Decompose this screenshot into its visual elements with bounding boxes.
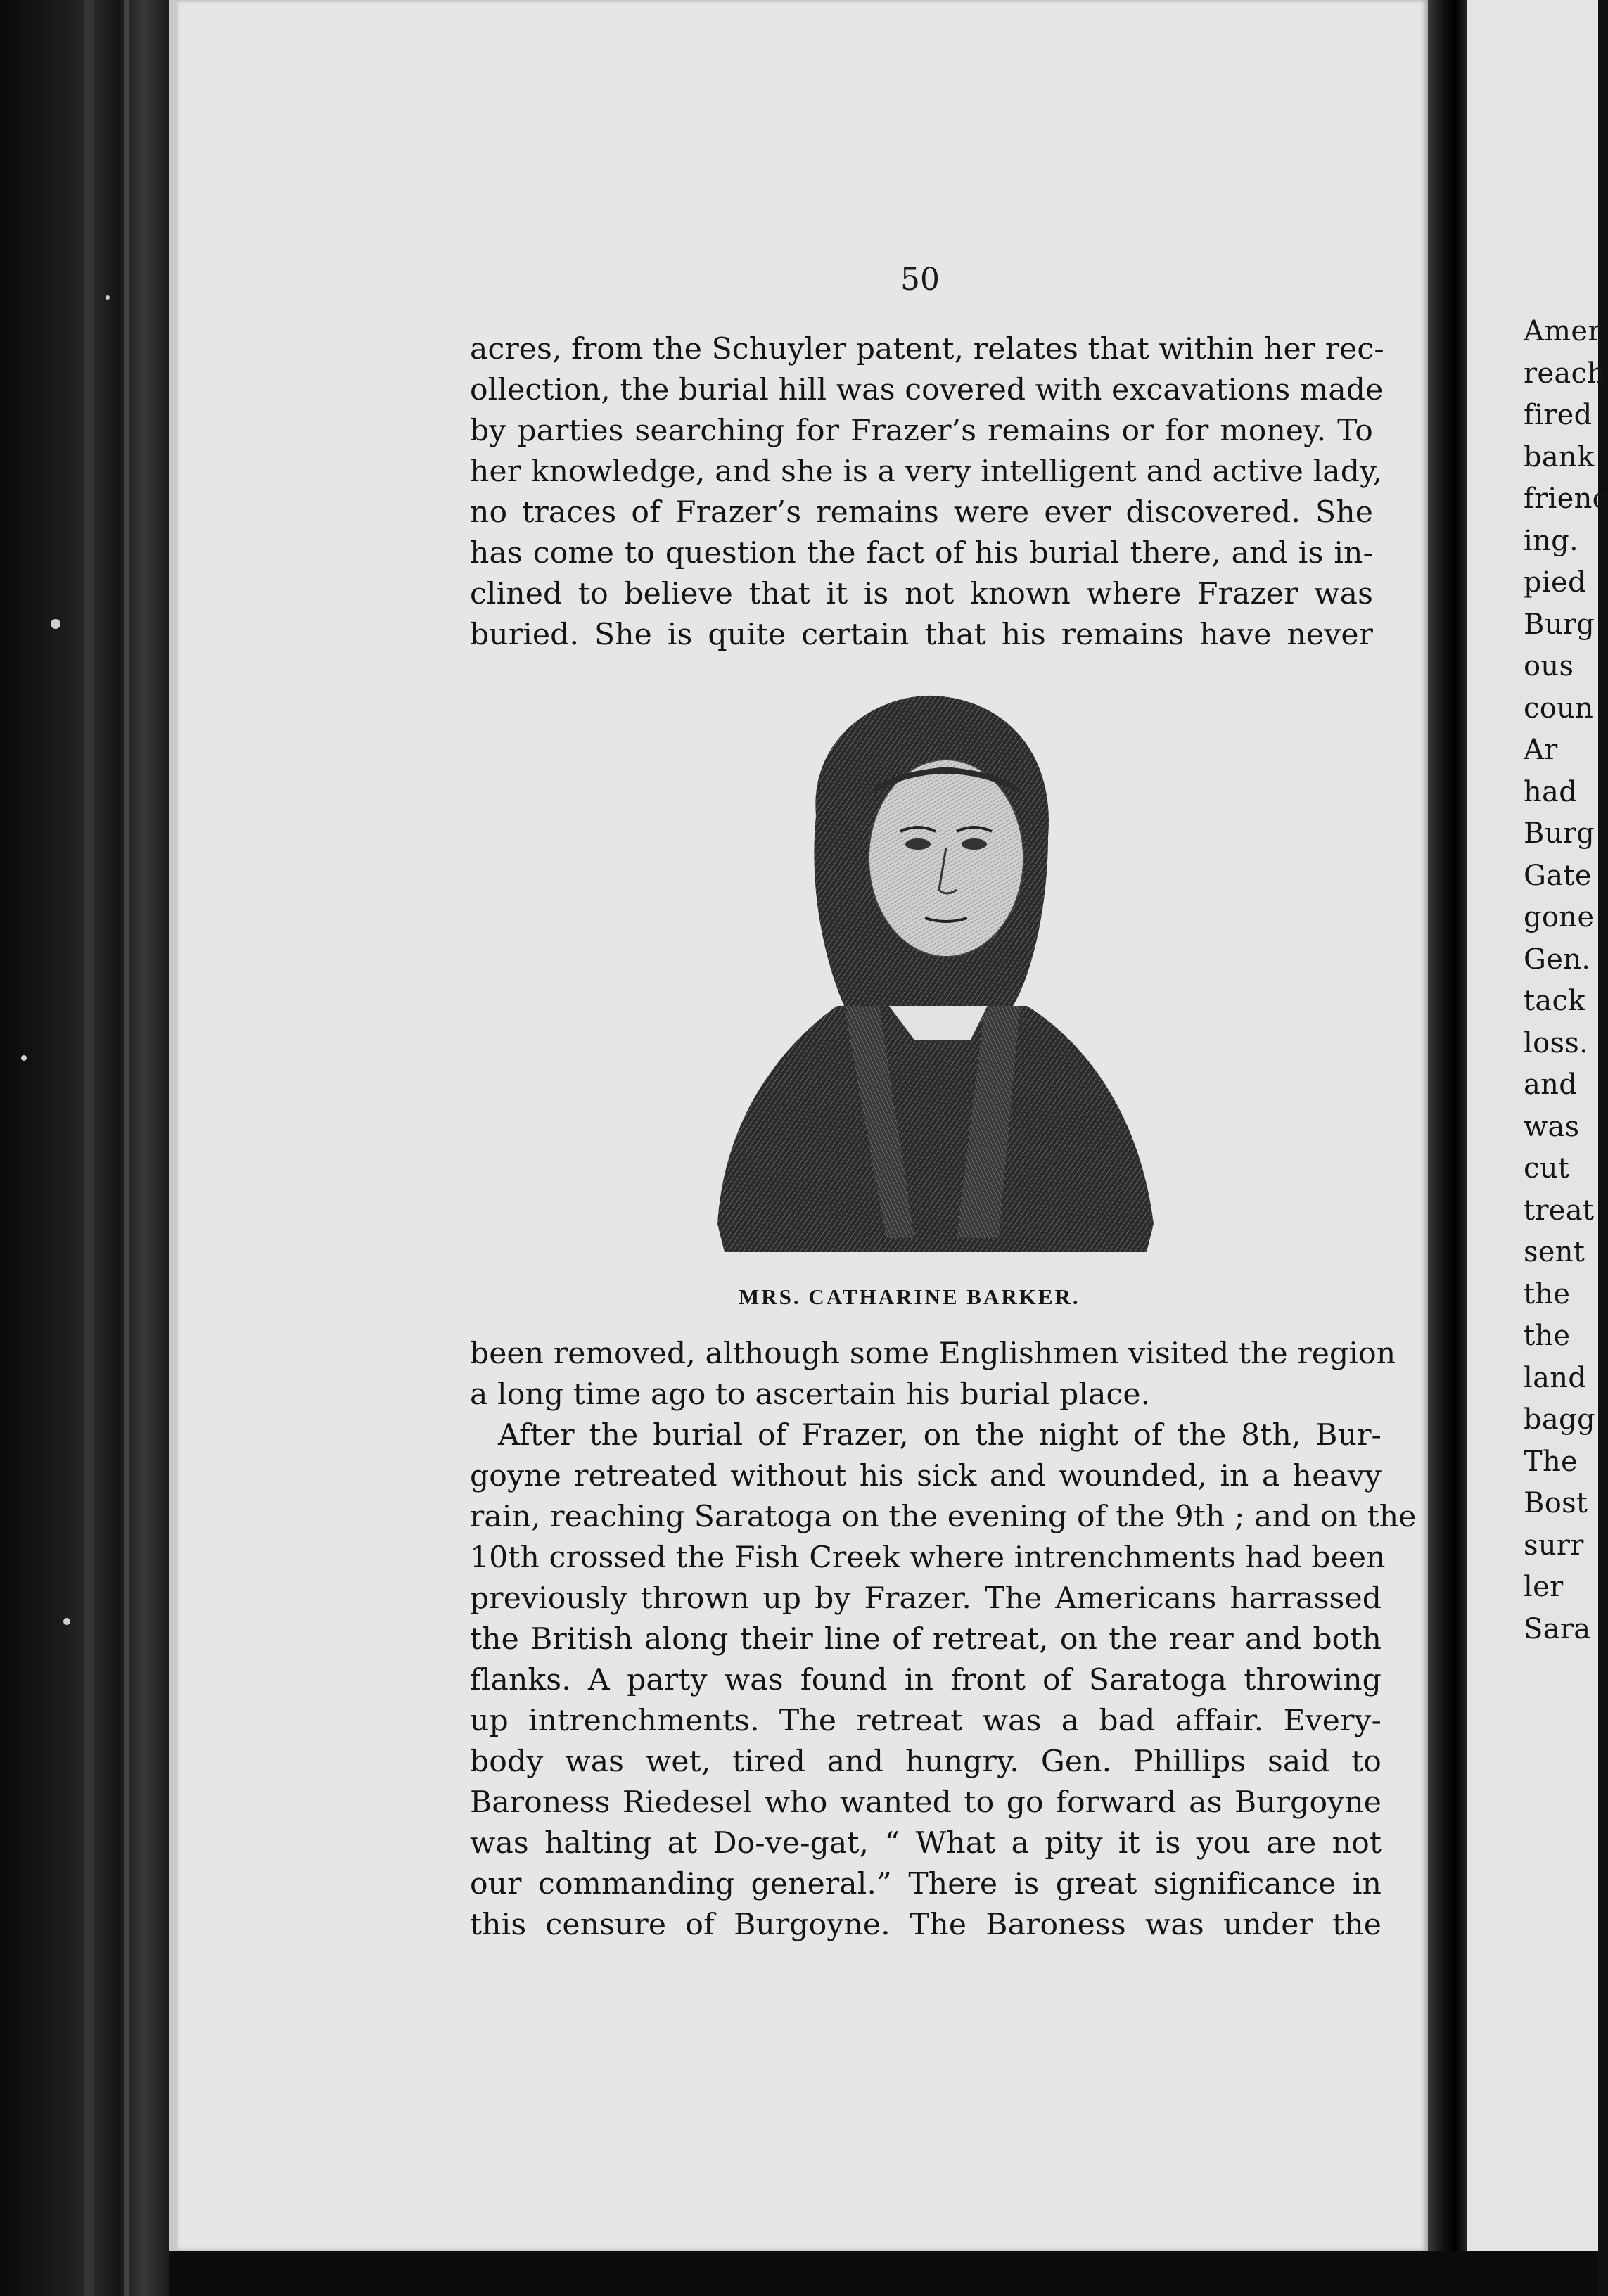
facing-page-fragment: bank [1524, 440, 1595, 473]
text-line: been removed, although some Englishmen visited the region [470, 1337, 1396, 1371]
facing-page-fragment: Burg [1524, 608, 1595, 641]
text-line: her knowledge, and she is a very intelligent and active lady, [470, 454, 1383, 489]
facing-page-fragment: ing. [1524, 524, 1579, 557]
text-line: After the burial of Frazer, on the night of the 8th, Bur- [498, 1418, 1382, 1453]
body-text-bottom [470, 1334, 1417, 1946]
text-line: this censure of Burgoyne. The Baroness was under the [470, 1908, 1382, 1942]
text-line: rain, reaching Saratoga on the evening of the 9th ; and on the [470, 1500, 1417, 1534]
facing-page-fragment: reach [1524, 357, 1606, 390]
facing-page-fragment: Burg [1524, 817, 1595, 850]
portrait-caption: MRS. CATHARINE BARKER. [739, 1284, 1080, 1309]
page-gutter [1428, 0, 1467, 2296]
facing-page-fragment: loss. [1524, 1026, 1589, 1059]
text-line: ollection, the burial hill was covered with excavations made [470, 373, 1384, 407]
facing-page-fragment: Gen. [1524, 943, 1591, 976]
text-line: was halting at Do-ve-gat, “ What a pity it is you are not [470, 1826, 1382, 1861]
page-number: 50 [900, 262, 940, 298]
text-line: up intrenchments. The retreat was a bad affair. Every- [470, 1704, 1382, 1738]
facing-page-fragment: frienc [1524, 483, 1608, 515]
portrait-engraving [703, 675, 1161, 1266]
facing-page-fragment: cut [1524, 1152, 1570, 1185]
text-line: buried. She is quite certain that his remains have never [470, 618, 1373, 652]
facing-page-fragment: and [1524, 1069, 1578, 1101]
facing-page-fragment: the [1524, 1277, 1571, 1310]
text-line: by parties searching for Frazer’s remains or for money. To [470, 414, 1373, 448]
book-binding [0, 0, 169, 2296]
page-edge [169, 0, 177, 2251]
text-line: goyne retreated without his sick and wounded, in a heavy [470, 1459, 1382, 1493]
text-line: Baroness Riedesel who wanted to go forward as Burgoyne [470, 1785, 1382, 1820]
facing-page-fragment: Amer [1524, 315, 1602, 347]
facing-page-fragment: ler [1524, 1571, 1564, 1603]
body-text-top [470, 329, 1384, 656]
text-line: the British along their line of retreat, on the rear and both [470, 1622, 1382, 1657]
text-line: has come to question the fact of his burial there, and is in- [470, 536, 1373, 570]
text-line: body was wet, tired and hungry. Gen. Phillips said to [470, 1745, 1382, 1779]
text-line: no traces of Frazer’s remains were ever discovered. She [470, 495, 1373, 530]
facing-page [1467, 0, 1608, 2251]
facing-page-fragment: sent [1524, 1236, 1585, 1268]
text-line: previously thrown up by Frazer. The Americans harrassed [470, 1581, 1382, 1616]
facing-page-fragment: surr [1524, 1529, 1584, 1562]
scan-bottom-edge [169, 2251, 1598, 2296]
facing-page-fragment: bagg [1524, 1403, 1595, 1436]
facing-page-fragment: The [1524, 1445, 1578, 1478]
text-line: our commanding general.” There is great significance in [470, 1867, 1382, 1901]
facing-page-fragment: treat [1524, 1194, 1595, 1227]
facing-page-fragment: gone [1524, 901, 1595, 933]
text-line: a long time ago to ascertain his burial place. [470, 1377, 1151, 1412]
facing-page-fragment: Gate [1524, 859, 1592, 892]
text-line: acres, from the Schuyler patent, relates that within her rec- [470, 332, 1384, 366]
text-line: flanks. A party was found in front of Saratoga throwing [470, 1663, 1382, 1697]
facing-page-fragment: Sara [1524, 1612, 1591, 1645]
facing-page-fragment: Ar [1524, 734, 1558, 766]
facing-page-fragment: coun [1524, 691, 1594, 725]
facing-page-fragment: had [1524, 775, 1578, 808]
text-line: clined to believe that it is not known where Frazer was [470, 577, 1373, 611]
facing-page-fragment: pied [1524, 566, 1586, 599]
facing-page-fragment: fired [1524, 399, 1593, 431]
facing-page-fragment: was [1524, 1110, 1580, 1143]
facing-page-fragment: ous [1524, 650, 1574, 682]
facing-page-fragment: the [1524, 1320, 1571, 1352]
facing-page-fragment: Bost [1524, 1487, 1588, 1519]
facing-page-fragment: tack [1524, 985, 1585, 1017]
facing-page-fragment: land [1524, 1361, 1587, 1394]
text-line: 10th crossed the Fish Creek where intrenchments had been [470, 1541, 1386, 1575]
